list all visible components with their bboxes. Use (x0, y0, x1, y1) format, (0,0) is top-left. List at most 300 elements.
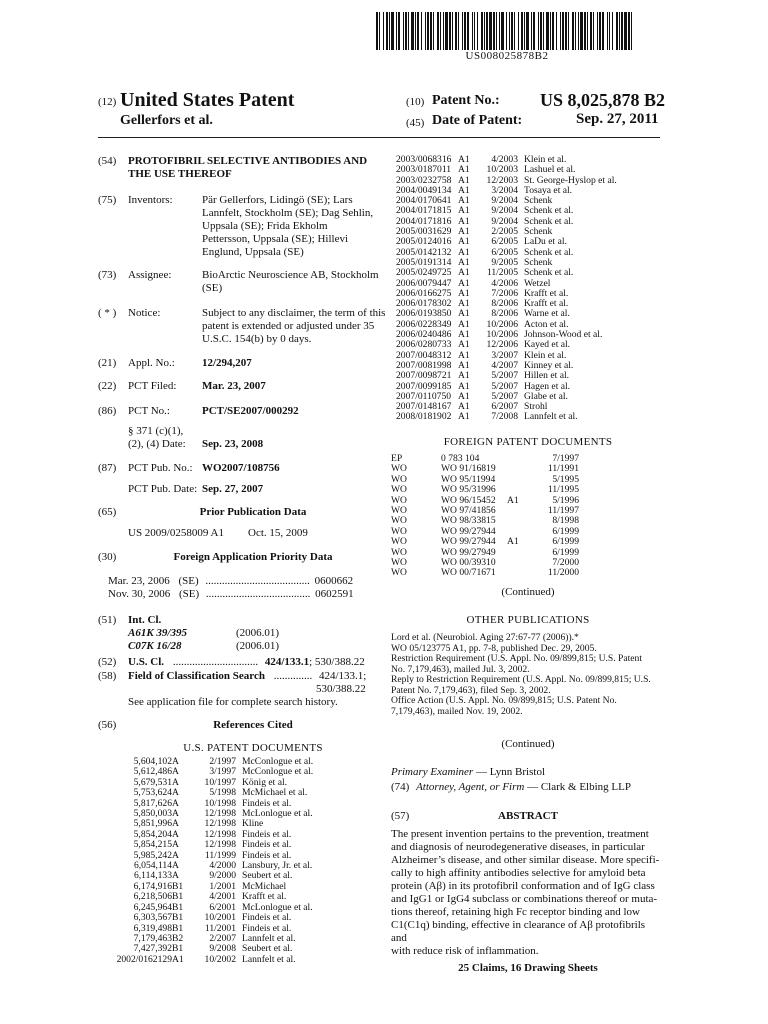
field-87-code: (87) (98, 462, 117, 474)
kind-cell: B1 (172, 943, 184, 955)
date-cell: 10/2003 (486, 164, 518, 176)
patent-number-cell: 5,612,486 (133, 766, 172, 778)
date-cell: 11/1997 (547, 505, 579, 517)
office-cell: EP (391, 453, 403, 464)
us-publications-table (396, 155, 674, 423)
inventors-list (202, 194, 373, 259)
inventor-cell: Seubert et al. (242, 943, 293, 955)
date-cell: 9/2000 (209, 870, 236, 882)
inventor-cell: Schenk (524, 256, 553, 268)
assignee (202, 269, 379, 295)
notice-label: Notice: (128, 307, 161, 319)
us-cl-primary: 424/133.1 (264, 656, 310, 668)
date-cell: 6/1999 (552, 546, 579, 558)
office-cell: WO (391, 546, 407, 558)
patent-number: US 8,025,878 B2 (540, 90, 666, 110)
kind-code: (12) (98, 96, 117, 108)
date-cell: 6/1999 (552, 536, 579, 548)
kind-cell: B1 (172, 901, 184, 913)
date-cell: 7/2000 (552, 557, 579, 569)
patent-number-cell: 7,179,463 (133, 932, 172, 944)
office-cell: WO (391, 525, 407, 537)
pub-number-cell: 2007/0048312 (396, 349, 452, 361)
date-cell: 6/2005 (491, 236, 518, 248)
pct-pub-date: Sep. 27, 2007 (202, 483, 264, 495)
abstract-line: The present invention pertains to the prevention, treatment (391, 828, 649, 840)
kind-cell: A1 (458, 256, 470, 268)
attorney-code: (74) (391, 781, 410, 793)
pub-number-cell: 2007/0148167 (396, 401, 452, 413)
prior-pub-number: US 2009/0258009 A1 (128, 527, 224, 539)
kind-cell: A1 (458, 308, 470, 320)
date-cell: 12/1998 (204, 818, 236, 830)
date-cell: 9/2004 (491, 215, 518, 227)
examiner-name: — Lynn Bristol (475, 766, 545, 778)
date-cell: 12/1998 (204, 839, 236, 851)
priority-country: (SE) (178, 588, 200, 600)
pub-number-cell: 2007/0098721 (396, 370, 452, 382)
s371-line2: (2), (4) Date: (128, 438, 186, 450)
kind-cell: A1 (458, 205, 470, 217)
inventor-cell: McLonlogue et al. (242, 901, 313, 913)
pub-number-cell: 2005/0191314 (396, 256, 452, 268)
kind-cell: B1 (172, 922, 184, 934)
patent-number-cell: 5,753,624 (133, 787, 172, 799)
kind-cell (507, 464, 531, 474)
doc-number-cell: WO 00/71671 (441, 567, 496, 579)
date-cell: 10/1997 (204, 776, 236, 788)
doc-number-cell: WO 98/33815 (441, 515, 496, 527)
inventor-cell: Lansbury, Jr. et al. (242, 860, 313, 872)
doc-number-cell: WO 91/16819 (441, 463, 496, 475)
kind-cell: A1 (458, 401, 470, 413)
inventors-line: Pettersson, Uppsala (SE); Hillevi (202, 233, 349, 245)
doc-number-cell: 0 783 104 (441, 453, 480, 464)
appl-no: 12/294,207 (202, 357, 252, 369)
s371-line1: § 371 (c)(1), (128, 425, 184, 437)
office-cell: WO (391, 557, 407, 569)
kind-cell: A1 (458, 267, 470, 279)
pub-number-cell: 2006/0280733 (396, 339, 452, 351)
inventor-cell: Lannfelt et al. (242, 932, 296, 944)
document-title: United States Patent (120, 89, 295, 111)
claims-count: 25 Claims, 16 Drawing Sheets (458, 962, 598, 974)
notice-text (202, 307, 385, 346)
assignee-label: Assignee: (128, 269, 172, 281)
table-row (396, 371, 674, 381)
date-cell: 6/2001 (209, 901, 236, 913)
date-cell: 3/1997 (209, 766, 236, 778)
kind-cell: A (172, 839, 179, 851)
dot-leader: ...................................... (205, 588, 311, 600)
date-cell: 4/2006 (491, 277, 518, 289)
kind-cell: B1 (172, 912, 184, 924)
patent-number-cell: 5,854,204 (133, 828, 172, 840)
priority-row (108, 575, 353, 588)
pct-filed: Mar. 23, 2007 (202, 380, 266, 392)
pct-no-label: PCT No.: (128, 405, 170, 417)
field-65-code: (65) (98, 506, 117, 518)
inventor-cell: Krafft et al. (242, 891, 287, 903)
notice-line: patent is extended or adjusted under 35 (202, 320, 375, 332)
kind-cell (507, 506, 531, 516)
kind-cell: A1 (458, 164, 470, 176)
inventor-cell: Findeis et al. (242, 839, 292, 851)
office-cell: WO (391, 494, 407, 506)
patent-number-cell: 2002/0162129 (116, 953, 172, 965)
dot-leader: ............................... (172, 656, 259, 668)
patent-no-label: Patent No.: (432, 93, 500, 108)
kind-cell: A (172, 787, 179, 799)
pub-number-cell: 2006/0240486 (396, 329, 452, 341)
prior-pub-heading: Prior Publication Data (199, 506, 307, 518)
kind-cell: A1 (507, 536, 519, 548)
date-cell: 10/2001 (204, 912, 236, 924)
table-row (391, 568, 579, 578)
date-cell: 4/2007 (491, 359, 518, 371)
inventor-cell: Schenk et al. (524, 215, 574, 227)
int-cl-version: (2006.01) (236, 640, 280, 652)
inventor-cell: McConlogue et al. (242, 756, 314, 767)
pct-filed-label: PCT Filed: (128, 380, 177, 392)
date-label: Date of Patent: (432, 113, 523, 128)
pct-pub-no-label: PCT Pub. No.: (128, 462, 193, 474)
priority-number: 0600662 (314, 575, 354, 587)
kind-cell: B2 (172, 932, 184, 944)
kind-cell: A1 (458, 226, 470, 238)
kind-cell: A (172, 776, 179, 788)
inventor-cell: LaDu et al. (524, 236, 567, 248)
date-cell: 5/2007 (491, 370, 518, 382)
patent-number-cell: 6,054,114 (133, 860, 172, 872)
examiner-label: Primary Examiner (391, 766, 474, 778)
kind-cell: A1 (458, 370, 470, 382)
inventors-label: Inventors: (128, 194, 173, 206)
inventor-cell: Findeis et al. (242, 922, 292, 934)
kind-cell: A1 (458, 349, 470, 361)
field-of-search (128, 670, 366, 683)
inventors-short: Gellerfors et al. (120, 113, 213, 128)
abstract-line: and IgG1 or IgG4 subclass or combinations thereof or muta- (391, 893, 658, 905)
priority-date: Mar. 23, 2006 (108, 575, 170, 587)
inventor-cell: Johnson-Wood et al. (524, 329, 603, 341)
code-45: (45) (406, 117, 425, 129)
pub-number-cell: 2004/0171816 (396, 215, 452, 227)
date-cell: 5/2007 (491, 380, 518, 392)
inventor-cell: Schenk (524, 226, 553, 238)
pub-number-cell: 2006/0166275 (396, 287, 452, 299)
kind-cell: A (172, 797, 179, 809)
kind-cell: A1 (458, 390, 470, 402)
kind-cell: A (172, 849, 179, 861)
abstract-line: and diagnosis of neurodegenerative diseases, in particular (391, 841, 645, 853)
doc-number-cell: WO 95/11994 (441, 473, 496, 485)
other-pub-line: Office Action (U.S. Appl. No. 09/899,815; U.S. Patent No. (391, 695, 617, 706)
inventor-cell: Acton et al. (524, 318, 569, 330)
kind-cell: A1 (458, 318, 470, 330)
inventor-cell: Schenk et al. (524, 205, 574, 217)
date-cell: 4/2003 (491, 154, 518, 165)
inventor-cell: Findeis et al. (242, 828, 292, 840)
pub-number-cell: 2006/0178302 (396, 298, 452, 310)
kind-cell (507, 454, 531, 464)
date-cell: 7/2006 (491, 287, 518, 299)
s371-date: Sep. 23, 2008 (202, 438, 264, 450)
field-of-search-value-2: 530/388.22 (316, 683, 366, 695)
date-cell: 11/2005 (486, 267, 518, 279)
inventor-cell: Wetzel (524, 277, 551, 289)
date-cell: 6/1999 (552, 525, 579, 537)
us-patent-docs-heading: U.S. PATENT DOCUMENTS (183, 742, 323, 754)
abstract-code: (57) (391, 810, 410, 822)
inventor-cell: Lannfelt et al. (242, 953, 296, 965)
invention-title: PROTOFIBRIL SELECTIVE ANTIBODIES AND THE USE THEREOF (128, 155, 368, 180)
doc-number-cell: WO 99/27949 (441, 546, 496, 558)
date-cell: 10/2006 (486, 318, 518, 330)
inventor-cell: Kinney et al. (524, 359, 574, 371)
foreign-docs-heading: FOREIGN PATENT DOCUMENTS (443, 436, 613, 448)
notice-line: Subject to any disclaimer, the term of this (202, 307, 386, 319)
pub-number-cell: 2007/0081998 (396, 359, 452, 371)
kind-cell: A1 (458, 246, 470, 258)
kind-cell: A1 (458, 380, 470, 392)
date-cell: 5/2007 (491, 390, 518, 402)
pub-number-cell: 2008/0181902 (396, 411, 452, 423)
field-52-code: (52) (98, 656, 117, 668)
attorney-name: — Clark & Elbing LLP (527, 781, 631, 793)
patent-number-cell: 5,604,102 (133, 756, 172, 767)
doc-number-cell: WO 99/27944 (441, 525, 496, 537)
office-cell: WO (391, 515, 407, 527)
inventor-cell: Lannfelt et al. (524, 411, 578, 423)
other-pubs-heading: OTHER PUBLICATIONS (466, 614, 590, 626)
pub-number-cell: 2003/0068316 (396, 154, 452, 165)
office-cell: WO (391, 567, 407, 579)
inventor-cell: Kayed et al. (524, 339, 571, 351)
kind-cell: A1 (458, 339, 470, 351)
inventor-cell: Findeis et al. (242, 912, 292, 924)
abstract-line: protein (Aβ) in its protofibril conformation and of IgG class (391, 880, 655, 892)
other-pubs-text (391, 633, 661, 717)
abstract-line: tions thereof, retaining high Fc receptor binding and low (391, 906, 640, 918)
priority-date: Nov. 30, 2006 (108, 588, 171, 600)
inventors-line: Uppsala (SE); Frida Ekholm (202, 220, 328, 232)
inventor-cell: König et al. (242, 776, 288, 788)
office-cell: WO (391, 505, 407, 517)
date-cell: 5/1995 (552, 473, 579, 485)
doc-number-cell: WO 99/27944 (441, 536, 496, 548)
inventor-cell: Findeis et al. (242, 797, 292, 809)
kind-cell: A1 (458, 329, 470, 341)
office-cell: WO (391, 536, 407, 548)
date-cell: 9/2008 (209, 943, 236, 955)
pub-number-cell: 2005/0249725 (396, 267, 452, 279)
search-history-note: See application file for complete search history. (128, 696, 338, 708)
patent-number-cell: 6,174,916 (133, 880, 172, 892)
field-54-code: (54) (98, 155, 117, 167)
priority-country: (SE) (178, 575, 199, 587)
primary-examiner (391, 766, 545, 779)
pub-number-cell: 2006/0228349 (396, 318, 452, 330)
prior-pub-date: Oct. 15, 2009 (248, 527, 308, 539)
pub-number-cell: 2004/0170641 (396, 195, 452, 207)
pub-number-cell: 2006/0079447 (396, 277, 452, 289)
abstract-line: Alzheimer’s disease, and other similar disease. More specifi- (391, 854, 660, 866)
office-cell: WO (391, 473, 407, 485)
int-cl-version: (2006.01) (236, 627, 280, 639)
patent-number-cell: 5,850,003 (133, 808, 172, 820)
date-cell: 12/2003 (486, 174, 518, 186)
inventor-cell: Krafft et al. (524, 287, 569, 299)
us-patent-docs-table (100, 757, 382, 965)
kind-cell: A (172, 766, 179, 778)
us-cl-label: U.S. Cl. (128, 656, 165, 668)
priority-heading: Foreign Application Priority Data (173, 551, 333, 563)
pub-number-cell: 2003/0232758 (396, 174, 452, 186)
int-cl-class: C07K 16/28 (128, 640, 182, 652)
inventor-cell: Seubert et al. (242, 870, 293, 882)
abstract-heading: ABSTRACT (498, 810, 558, 822)
date-cell: 12/2006 (486, 339, 518, 351)
assignee-line: (SE) (202, 282, 223, 294)
patent-number-cell: 6,245,964 (133, 901, 172, 913)
patent-number-cell: 6,218,506 (133, 891, 172, 903)
date-cell: 10/2006 (486, 329, 518, 341)
inventor-cell: Klein et al. (524, 349, 567, 361)
pub-number-cell: 2007/0099185 (396, 380, 452, 392)
inventor-cell: Tosaya et al. (524, 184, 573, 196)
date-cell: 8/2006 (491, 298, 518, 310)
kind-cell (507, 548, 531, 558)
date-cell: 5/1996 (552, 494, 579, 506)
pub-number-cell: 2005/0031629 (396, 226, 452, 238)
us-cl-secondary: ; 530/388.22 (309, 656, 365, 668)
abstract-line: with reduce risk of inflammation. (391, 945, 539, 957)
other-pub-line: Lord et al. (Neurobiol. Aging 27:67-77 (2006)).* (391, 632, 579, 643)
kind-cell: A1 (458, 174, 470, 186)
field-56-code: (56) (98, 719, 117, 731)
date-cell: 2/1997 (209, 756, 236, 767)
field-75-code: (75) (98, 194, 117, 206)
table-row (396, 412, 674, 422)
field-of-search-value: 424/133.1; (318, 670, 367, 682)
kind-cell: A1 (458, 359, 470, 371)
date-cell: 2/2007 (209, 932, 236, 944)
inventor-cell: Strohl (524, 401, 548, 413)
inventor-cell: Warne et al. (524, 308, 570, 320)
references-heading: References Cited (213, 719, 293, 731)
date-cell: 3/2004 (491, 184, 518, 196)
appl-no-label: Appl. No.: (128, 357, 175, 369)
date-cell: 5/1998 (209, 787, 236, 799)
field-58-code: (58) (98, 670, 117, 682)
abstract-line: cally to high affinity antibodies selective for amyloid beta (391, 867, 646, 879)
date-cell: 9/2005 (491, 256, 518, 268)
code-10: (10) (406, 96, 425, 108)
kind-cell: A1 (458, 277, 470, 289)
kind-cell: A1 (458, 287, 470, 299)
inventor-cell: Lashuel et al. (524, 164, 576, 176)
inventor-cell: Schenk (524, 195, 553, 207)
patent-number-cell: 5,985,242 (133, 849, 172, 861)
inventor-cell: Klein et al. (524, 154, 567, 165)
date-cell: 11/1991 (547, 463, 579, 475)
patent-number-cell: 6,114,133 (133, 870, 172, 882)
kind-cell (507, 568, 531, 578)
kind-cell (507, 558, 531, 568)
inventors-line: Englund, Uppsala (SE) (202, 246, 304, 258)
foreign-docs-table (391, 454, 579, 579)
foreign-continued: (Continued) (501, 586, 555, 598)
other-pub-line: Restriction Requirement (U.S. Appl. No. 09/899,815; U.S. Patent (391, 653, 643, 664)
kind-cell: A (172, 818, 179, 830)
kind-cell: A (172, 860, 179, 872)
pub-number-cell: 2005/0124016 (396, 236, 452, 248)
date-cell: 2/2005 (491, 226, 518, 238)
inventor-cell: McMichael (242, 880, 287, 892)
kind-cell: A1 (458, 184, 470, 196)
field-30-code: (30) (98, 551, 117, 563)
other-pub-line: 7,179,463), mailed Nov. 19, 2002. (391, 705, 523, 717)
patent-number-cell: 6,319,498 (133, 922, 172, 934)
date-cell: 10/2002 (204, 953, 236, 965)
inventor-cell: Krafft et al. (524, 298, 569, 310)
kind-cell (507, 516, 531, 526)
patent-number-cell: 5,679,531 (133, 776, 172, 788)
patent-date: Sep. 27, 2011 (576, 111, 659, 127)
patent-number-cell: 6,303,567 (133, 912, 172, 924)
pub-number-cell: 2005/0142132 (396, 246, 452, 258)
kind-cell: A1 (458, 236, 470, 248)
us-cl (128, 656, 365, 669)
pct-pub-no: WO2007/108756 (202, 462, 280, 474)
date-cell: 7/1997 (552, 453, 579, 464)
kind-cell: A (172, 870, 179, 882)
dot-leader: .............. (273, 670, 313, 682)
field-21-code: (21) (98, 357, 117, 369)
doc-number-cell: WO 00/39310 (441, 557, 496, 569)
abstract-text (391, 828, 663, 958)
date-cell: 11/1999 (204, 849, 236, 861)
doc-number-cell: WO 97/41856 (441, 505, 496, 517)
date-cell: 9/2004 (491, 205, 518, 217)
kind-cell (507, 475, 531, 485)
date-cell: 6/2005 (491, 246, 518, 258)
patent-number-cell: 5,851,996 (133, 818, 172, 830)
date-cell: 4/2001 (209, 891, 236, 903)
date-cell: 1/2001 (209, 880, 236, 892)
barcode (376, 12, 638, 50)
pct-pub-date-label: PCT Pub. Date: (128, 483, 198, 495)
inventor-cell: Kline (242, 818, 264, 830)
office-cell: WO (391, 463, 407, 475)
int-cl-label: Int. Cl. (128, 614, 162, 626)
date-cell: 10/1998 (204, 797, 236, 809)
kind-cell: A1 (172, 953, 184, 965)
kind-cell: A1 (458, 154, 470, 165)
kind-cell: A1 (458, 215, 470, 227)
header-rule (98, 137, 660, 138)
inventor-cell: McLonlogue et al. (242, 808, 313, 820)
kind-cell: A (172, 828, 179, 840)
table-row (100, 955, 382, 965)
barcode-bar (632, 12, 634, 50)
notice-code: ( * ) (98, 307, 117, 319)
date-cell: 11/2000 (547, 567, 579, 579)
other-pub-line: Patent No. 7,179,463), filed Sep. 3, 2002. (391, 684, 551, 696)
field-73-code: (73) (98, 269, 117, 281)
kind-cell: A1 (458, 195, 470, 207)
